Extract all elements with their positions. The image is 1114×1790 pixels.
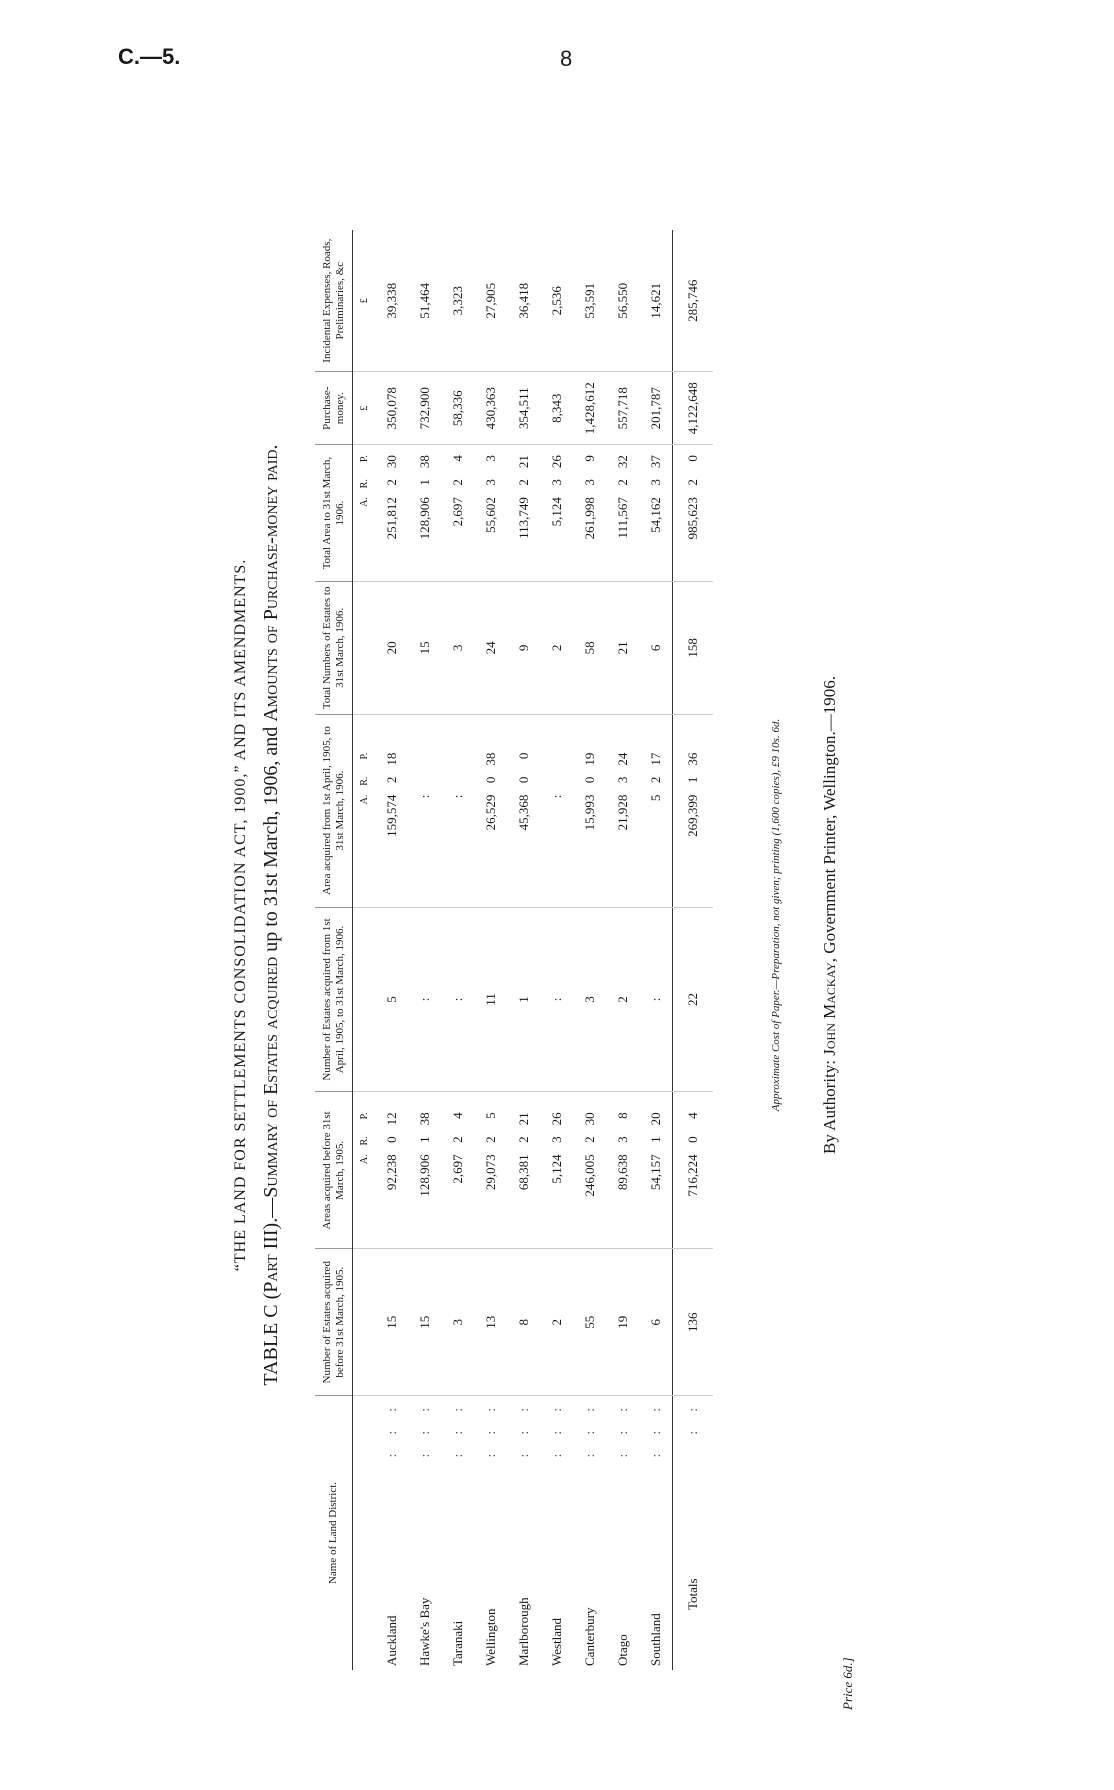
table-cell: Totals : : <box>673 1396 714 1671</box>
table-cell: 26,529038 <box>474 714 507 907</box>
table-row <box>606 230 639 1670</box>
table-cell: 5,124326 <box>540 1092 573 1249</box>
header-district: Name of Land District. <box>315 1396 353 1671</box>
table-cell: 89,63838 <box>606 1092 639 1249</box>
table-cell: 36,418 <box>515 282 531 319</box>
table-title: TABLE C (Part III).—Summary of Estates acquired up to 31st March, 1906, and Amounts of Purchase-money paid. <box>260 444 282 1386</box>
table-cell: 246,005230 <box>573 1092 606 1249</box>
table-cell: 111,567232 <box>606 445 639 582</box>
table-cell: 5 <box>375 907 408 1092</box>
table-cell: 14,621 <box>647 282 663 319</box>
table-cell: 8,343 <box>540 372 573 445</box>
table-cell: A.R.P. <box>353 445 376 582</box>
table-cell: Southland : : : <box>639 1396 673 1671</box>
table-cell: 128,906138 <box>408 445 441 582</box>
table-cell: 2,69724 <box>441 445 474 582</box>
table-cell: 285,746 <box>673 230 714 372</box>
table-row <box>639 230 673 1670</box>
header-estates-during: Number of Estates acquired from 1st April, 1905, to 31st March, 1906. <box>315 907 353 1092</box>
table-cell: 58,336 <box>441 372 474 445</box>
table-cell: 251,812230 <box>375 445 408 582</box>
district-name: Wellington <box>482 1608 498 1666</box>
table-cell <box>353 907 376 1092</box>
approximate-cost-note: Approximate Cost of Paper.—Preparation, not given; printing (1,600 copies), £9 10s. 6d. <box>770 718 782 1112</box>
act-title: “THE LAND FOR SETTLEMENTS CONSOLIDATION ACT, 1900,” AND ITS AMENDMENTS. <box>232 558 249 1272</box>
table-cell: 24 <box>474 582 507 714</box>
header-total-estates: Total Numbers of Estates to 31st March, 1906. <box>315 582 353 714</box>
table-cell: 430,363 <box>474 372 507 445</box>
printer-authority: By Authority: John Mackay, Government Printer, Wellington.—1906. <box>820 676 839 1154</box>
table-cell: 2 <box>540 582 573 714</box>
district-name: Taranaki <box>449 1620 465 1666</box>
table-cell: Taranaki : : : <box>441 1396 474 1671</box>
table-cell: 92,238012 <box>375 1092 408 1249</box>
header-purchase-money: Purchase-money. <box>315 372 353 445</box>
table-cell: Otago : : : <box>606 1396 639 1671</box>
table-cell: £ <box>358 298 370 304</box>
table-row <box>408 230 441 1670</box>
table-cell: 732,900 <box>408 372 441 445</box>
table-cell: 55 <box>573 1249 606 1396</box>
table-cell: 53,591 <box>581 282 597 319</box>
units-row <box>353 230 376 1670</box>
table-cell: 3 <box>441 1249 474 1396</box>
table-row <box>573 230 606 1670</box>
table-cell: A.R.P. <box>353 1092 376 1249</box>
district-name: Otago <box>614 1634 630 1666</box>
header-estates-before: Number of Estates acquired before 31st March, 1905. <box>315 1249 353 1396</box>
table-cell: 8 <box>507 1249 540 1396</box>
table-cell: Hawke's Bay : : : <box>408 1396 441 1671</box>
header-area-before: Areas acquired before 31st March, 1905. <box>315 1092 353 1249</box>
table-cell: 716,22404 <box>673 1092 714 1249</box>
table-cell: : <box>441 714 474 907</box>
header-incidental: Incidental Expenses, Roads, Preliminaries, &c <box>315 230 353 372</box>
table-cell: 4,122,648 <box>673 372 714 445</box>
table-cell: 201,787 <box>639 372 673 445</box>
table-cell: 3,323 <box>449 286 465 316</box>
table-cell: 27,905 <box>482 282 498 319</box>
table-cell: 9 <box>507 582 540 714</box>
table-cell: 136 <box>673 1249 714 1396</box>
table-cell: : <box>540 907 573 1092</box>
table-cell: 39,338 <box>383 282 399 319</box>
table-cell: 11 <box>474 907 507 1092</box>
table-cell: A.R.P. <box>353 714 376 907</box>
table-cell: 6 <box>639 582 673 714</box>
table-cell: 158 <box>673 582 714 714</box>
district-name: Southland <box>647 1613 663 1666</box>
table-cell: 55,60233 <box>474 445 507 582</box>
document-reference: C.—5. <box>118 44 181 69</box>
table-cell: 269,399136 <box>673 714 714 907</box>
table-cell: 29,07325 <box>474 1092 507 1249</box>
totals-row <box>673 230 714 1670</box>
table-cell: 54,157120 <box>639 1092 673 1249</box>
rotated-page-content <box>180 120 1040 1710</box>
table-row <box>540 230 573 1670</box>
district-name: Auckland <box>383 1615 399 1666</box>
table-cell: 58 <box>573 582 606 714</box>
table-cell: 1 <box>507 907 540 1092</box>
table-cell: 6 <box>639 1249 673 1396</box>
table-cell: 21 <box>606 582 639 714</box>
table-cell <box>353 1396 376 1671</box>
table-cell: : <box>441 907 474 1092</box>
table-cell: 21,928324 <box>606 714 639 907</box>
table-cell: 15,993019 <box>573 714 606 907</box>
table-cell: : <box>408 714 441 907</box>
table-cell: 13 <box>474 1249 507 1396</box>
table-cell: 2 <box>540 1249 573 1396</box>
table-cell: 5217 <box>639 714 673 907</box>
table-cell: 20 <box>375 582 408 714</box>
table-cell: 2 <box>606 907 639 1092</box>
table-cell: 15 <box>408 582 441 714</box>
table-cell: 68,381221 <box>507 1092 540 1249</box>
table-cell: 54,162337 <box>639 445 673 582</box>
table-cell: 15 <box>375 1249 408 1396</box>
table-header-row <box>315 230 353 1670</box>
table-cell: 261,99839 <box>573 445 606 582</box>
table-cell: 45,36800 <box>507 714 540 907</box>
table-cell: 3 <box>573 907 606 1092</box>
page-number: 8 <box>560 46 573 71</box>
table-cell: 557,718 <box>606 372 639 445</box>
table-row <box>474 230 507 1670</box>
district-name: Marlborough <box>515 1597 531 1666</box>
table-cell <box>353 582 376 714</box>
table-cell: 15 <box>408 1249 441 1396</box>
table-cell: 3 <box>441 582 474 714</box>
table-cell <box>353 1249 376 1396</box>
table-cell: 128,906138 <box>408 1092 441 1249</box>
table-row <box>375 230 408 1670</box>
table-cell: 985,62320 <box>673 445 714 582</box>
district-name: Hawke's Bay <box>416 1597 432 1666</box>
table-cell: Canterbury : : : <box>573 1396 606 1671</box>
table-cell: Westland : : : <box>540 1396 573 1671</box>
district-name: Westland <box>548 1617 564 1666</box>
table-cell: 19 <box>606 1249 639 1396</box>
table-cell: Marlborough : : : <box>507 1396 540 1671</box>
header-area-during: Area acquired from 1st April, 1905, to 31st March, 1906. <box>315 714 353 907</box>
table-cell: 51,464 <box>416 282 432 319</box>
table-cell: 159,574218 <box>375 714 408 907</box>
table-cell: Auckland : : : <box>375 1396 408 1671</box>
table-cell: 2,536 <box>548 286 564 316</box>
table-cell: : <box>639 907 673 1092</box>
table-cell: 113,749221 <box>507 445 540 582</box>
district-name: Canterbury <box>581 1607 597 1666</box>
header-total-area: Total Area to 31st March, 1906. <box>315 445 353 582</box>
table-cell: 354,511 <box>507 372 540 445</box>
table-cell: £ <box>353 372 376 445</box>
table-cell: : <box>540 714 573 907</box>
table-cell: : <box>408 907 441 1092</box>
table-cell: 350,078 <box>375 372 408 445</box>
table-row <box>441 230 474 1670</box>
table-cell: 56,550 <box>614 282 630 319</box>
table-row <box>507 230 540 1670</box>
table-cell: Wellington : : : <box>474 1396 507 1671</box>
table-cell: 5,124326 <box>540 445 573 582</box>
estates-summary-table <box>315 230 713 1670</box>
table-cell: 22 <box>673 907 714 1092</box>
table-cell: 2,69724 <box>441 1092 474 1249</box>
table-cell: 1,428,612 <box>573 372 606 445</box>
price: Price 6d.] <box>840 1657 855 1710</box>
